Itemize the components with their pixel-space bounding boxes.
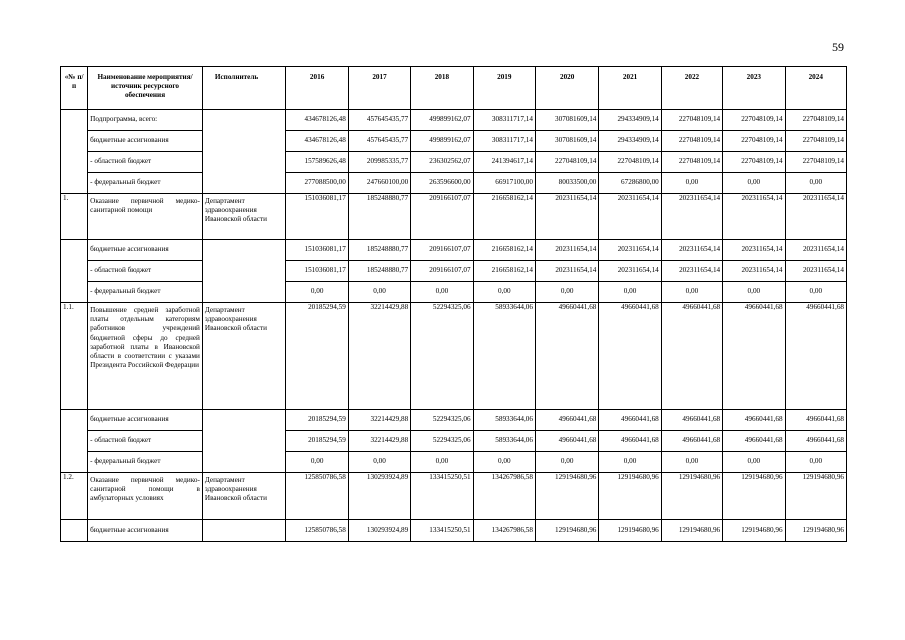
value-cell: 129194680,96	[785, 520, 846, 542]
page-number: 59	[832, 40, 844, 54]
index-cell	[61, 410, 88, 473]
header-year: 2017	[348, 67, 410, 110]
value-cell: 209166107,07	[411, 261, 473, 282]
name-cell: - областной бюджет	[88, 431, 203, 452]
name-cell: Подпрограмма, всего:	[88, 110, 203, 131]
table-row	[61, 152, 847, 173]
value-cell: 227048109,14	[661, 152, 722, 173]
header-year: 2021	[599, 67, 661, 110]
value-cell: 58933644,06	[473, 410, 535, 431]
value-cell: 49660441,68	[723, 410, 785, 431]
value-cell: 216658162,14	[473, 261, 535, 282]
value-cell: 0,00	[661, 282, 722, 303]
value-cell: 32214429,88	[348, 431, 410, 452]
value-cell: 202311654,14	[723, 194, 785, 240]
value-cell: 151036081,17	[286, 261, 348, 282]
value-cell: 80033500,00	[535, 173, 598, 194]
value-cell: 216658162,14	[473, 194, 535, 240]
value-cell: 457645435,77	[348, 131, 410, 152]
value-cell: 209985335,77	[348, 152, 410, 173]
value-cell: 227048109,14	[785, 131, 846, 152]
value-cell: 32214429,88	[348, 303, 410, 410]
value-cell: 58933644,06	[473, 303, 535, 410]
value-cell: 32214429,88	[348, 410, 410, 431]
value-cell: 0,00	[599, 282, 661, 303]
value-cell: 20185294,59	[286, 431, 348, 452]
name-cell: бюджетные ассигнования	[88, 131, 203, 152]
value-cell: 49660441,68	[535, 303, 598, 410]
value-cell: 129194680,96	[723, 473, 785, 520]
value-cell: 49660441,68	[785, 431, 846, 452]
value-cell: 247660100,00	[348, 173, 410, 194]
value-cell: 216658162,14	[473, 240, 535, 261]
value-cell: 202311654,14	[599, 194, 661, 240]
value-cell: 202311654,14	[661, 240, 722, 261]
value-cell: 52294325,06	[411, 410, 473, 431]
value-cell: 0,00	[723, 452, 785, 473]
name-cell: Повышение средней заработной платы отдельным категориям работников учреждений бюджетной сферы до средней заработной платы в Ивановской области в соответствии с указами Президента Российской Федерации	[88, 303, 203, 410]
header-idx: «№ п/п	[61, 67, 88, 110]
value-cell: 0,00	[723, 282, 785, 303]
executor-cell	[202, 520, 286, 542]
value-cell: 49660441,68	[785, 410, 846, 431]
value-cell: 202311654,14	[723, 261, 785, 282]
value-cell: 49660441,68	[661, 410, 722, 431]
table-row	[61, 282, 847, 303]
value-cell: 499899162,07	[411, 131, 473, 152]
name-cell: - областной бюджет	[88, 152, 203, 173]
index-cell: 1.1.	[61, 303, 88, 410]
header-year: 2022	[661, 67, 722, 110]
value-cell: 263596600,00	[411, 173, 473, 194]
value-cell: 0,00	[535, 282, 598, 303]
value-cell: 227048109,14	[723, 152, 785, 173]
table-row	[61, 261, 847, 282]
table-row	[61, 131, 847, 152]
value-cell: 66917100,00	[473, 173, 535, 194]
value-cell: 49660441,68	[599, 303, 661, 410]
name-cell: бюджетные ассигнования	[88, 240, 203, 261]
value-cell: 0,00	[286, 282, 348, 303]
value-cell: 202311654,14	[661, 194, 722, 240]
value-cell: 202311654,14	[535, 261, 598, 282]
value-cell: 0,00	[286, 452, 348, 473]
value-cell: 0,00	[723, 173, 785, 194]
value-cell: 227048109,14	[661, 131, 722, 152]
executor-cell	[202, 410, 286, 473]
value-cell: 129194680,96	[723, 520, 785, 542]
value-cell: 227048109,14	[599, 152, 661, 173]
header-year: 2018	[411, 67, 473, 110]
value-cell: 202311654,14	[535, 240, 598, 261]
value-cell: 129194680,96	[599, 520, 661, 542]
value-cell: 58933644,06	[473, 431, 535, 452]
value-cell: 202311654,14	[599, 261, 661, 282]
value-cell: 209166107,07	[411, 194, 473, 240]
table-row	[61, 473, 847, 520]
value-cell: 227048109,14	[785, 110, 846, 131]
value-cell: 236302562,07	[411, 152, 473, 173]
value-cell: 457645435,77	[348, 110, 410, 131]
index-cell: 1.2.	[61, 473, 88, 520]
name-cell: Оказание первичной медико-санитарной помощи	[88, 194, 203, 240]
value-cell: 49660441,68	[785, 303, 846, 410]
name-cell: - областной бюджет	[88, 261, 203, 282]
value-cell: 0,00	[473, 282, 535, 303]
value-cell: 0,00	[348, 452, 410, 473]
value-cell: 499899162,07	[411, 110, 473, 131]
name-cell: - федеральный бюджет	[88, 173, 203, 194]
value-cell: 151036081,17	[286, 194, 348, 240]
header-executor: Исполнитель	[202, 67, 286, 110]
header-year: 2019	[473, 67, 535, 110]
value-cell: 202311654,14	[723, 240, 785, 261]
header-name: Наименование мероприятия/источник ресурсного обеспечения	[88, 67, 203, 110]
value-cell: 202311654,14	[785, 240, 846, 261]
value-cell: 151036081,17	[286, 240, 348, 261]
value-cell: 49660441,68	[535, 410, 598, 431]
value-cell: 0,00	[785, 173, 846, 194]
header-row	[61, 67, 847, 110]
executor-cell: Департамент здравоохранения Ивановской области	[202, 194, 286, 240]
executor-cell: Департамент здравоохранения Ивановской области	[202, 473, 286, 520]
table-row	[61, 240, 847, 261]
value-cell: 134267986,58	[473, 520, 535, 542]
value-cell: 52294325,06	[411, 431, 473, 452]
value-cell: 202311654,14	[785, 261, 846, 282]
name-cell: - федеральный бюджет	[88, 282, 203, 303]
value-cell: 0,00	[661, 173, 722, 194]
value-cell: 202311654,14	[661, 261, 722, 282]
name-cell: - федеральный бюджет	[88, 452, 203, 473]
value-cell: 49660441,68	[723, 303, 785, 410]
index-cell	[61, 520, 88, 542]
value-cell: 185248880,77	[348, 240, 410, 261]
value-cell: 241394617,14	[473, 152, 535, 173]
value-cell: 202311654,14	[535, 194, 598, 240]
value-cell: 0,00	[785, 282, 846, 303]
index-cell	[61, 110, 88, 194]
value-cell: 0,00	[411, 452, 473, 473]
name-cell: бюджетные ассигнования	[88, 410, 203, 431]
executor-cell: Департамент здравоохранения Ивановской области	[202, 303, 286, 410]
value-cell: 227048109,14	[785, 152, 846, 173]
value-cell: 49660441,68	[661, 431, 722, 452]
value-cell: 209166107,07	[411, 240, 473, 261]
value-cell: 277088500,00	[286, 173, 348, 194]
value-cell: 129194680,96	[785, 473, 846, 520]
value-cell: 49660441,68	[723, 431, 785, 452]
value-cell: 307081609,14	[535, 131, 598, 152]
value-cell: 129194680,96	[661, 520, 722, 542]
value-cell: 202311654,14	[785, 194, 846, 240]
value-cell: 20185294,59	[286, 410, 348, 431]
table-row	[61, 520, 847, 542]
value-cell: 130293924,89	[348, 473, 410, 520]
table-row	[61, 173, 847, 194]
value-cell: 129194680,96	[661, 473, 722, 520]
table-row	[61, 452, 847, 473]
value-cell: 202311654,14	[599, 240, 661, 261]
value-cell: 129194680,96	[535, 520, 598, 542]
table-row	[61, 110, 847, 131]
executor-cell	[202, 240, 286, 303]
value-cell: 0,00	[599, 452, 661, 473]
value-cell: 294334909,14	[599, 110, 661, 131]
value-cell: 133415250,51	[411, 520, 473, 542]
value-cell: 0,00	[785, 452, 846, 473]
value-cell: 227048109,14	[661, 110, 722, 131]
value-cell: 49660441,68	[599, 431, 661, 452]
header-year: 2016	[286, 67, 348, 110]
value-cell: 0,00	[411, 282, 473, 303]
value-cell: 434678126,48	[286, 131, 348, 152]
value-cell: 0,00	[473, 452, 535, 473]
value-cell: 20185294,59	[286, 303, 348, 410]
value-cell: 49660441,68	[535, 431, 598, 452]
value-cell: 185248880,77	[348, 261, 410, 282]
executor-cell	[202, 110, 286, 194]
index-cell	[61, 240, 88, 303]
value-cell: 0,00	[661, 452, 722, 473]
value-cell: 125850786,58	[286, 473, 348, 520]
table-row	[61, 410, 847, 431]
value-cell: 129194680,96	[599, 473, 661, 520]
table-row	[61, 431, 847, 452]
name-cell: Оказание первичной медико-санитарной помощи в амбулаторных условиях	[88, 473, 203, 520]
value-cell: 157589626,48	[286, 152, 348, 173]
value-cell: 134267986,58	[473, 473, 535, 520]
value-cell: 227048109,14	[535, 152, 598, 173]
table-row	[61, 303, 847, 410]
value-cell: 434678126,48	[286, 110, 348, 131]
budget-table	[60, 66, 847, 542]
value-cell: 49660441,68	[599, 410, 661, 431]
value-cell: 67286800,00	[599, 173, 661, 194]
value-cell: 227048109,14	[723, 131, 785, 152]
value-cell: 0,00	[535, 452, 598, 473]
value-cell: 185248880,77	[348, 194, 410, 240]
header-year: 2020	[535, 67, 598, 110]
value-cell: 227048109,14	[723, 110, 785, 131]
value-cell: 308311717,14	[473, 131, 535, 152]
value-cell: 133415250,51	[411, 473, 473, 520]
value-cell: 294334909,14	[599, 131, 661, 152]
name-cell: бюджетные ассигнования	[88, 520, 203, 542]
value-cell: 125850786,58	[286, 520, 348, 542]
value-cell: 129194680,96	[535, 473, 598, 520]
header-year: 2024	[785, 67, 846, 110]
value-cell: 308311717,14	[473, 110, 535, 131]
value-cell: 49660441,68	[661, 303, 722, 410]
value-cell: 0,00	[348, 282, 410, 303]
value-cell: 130293924,89	[348, 520, 410, 542]
header-year: 2023	[723, 67, 785, 110]
table-row	[61, 194, 847, 240]
value-cell: 52294325,06	[411, 303, 473, 410]
index-cell: 1.	[61, 194, 88, 240]
value-cell: 307081609,14	[535, 110, 598, 131]
